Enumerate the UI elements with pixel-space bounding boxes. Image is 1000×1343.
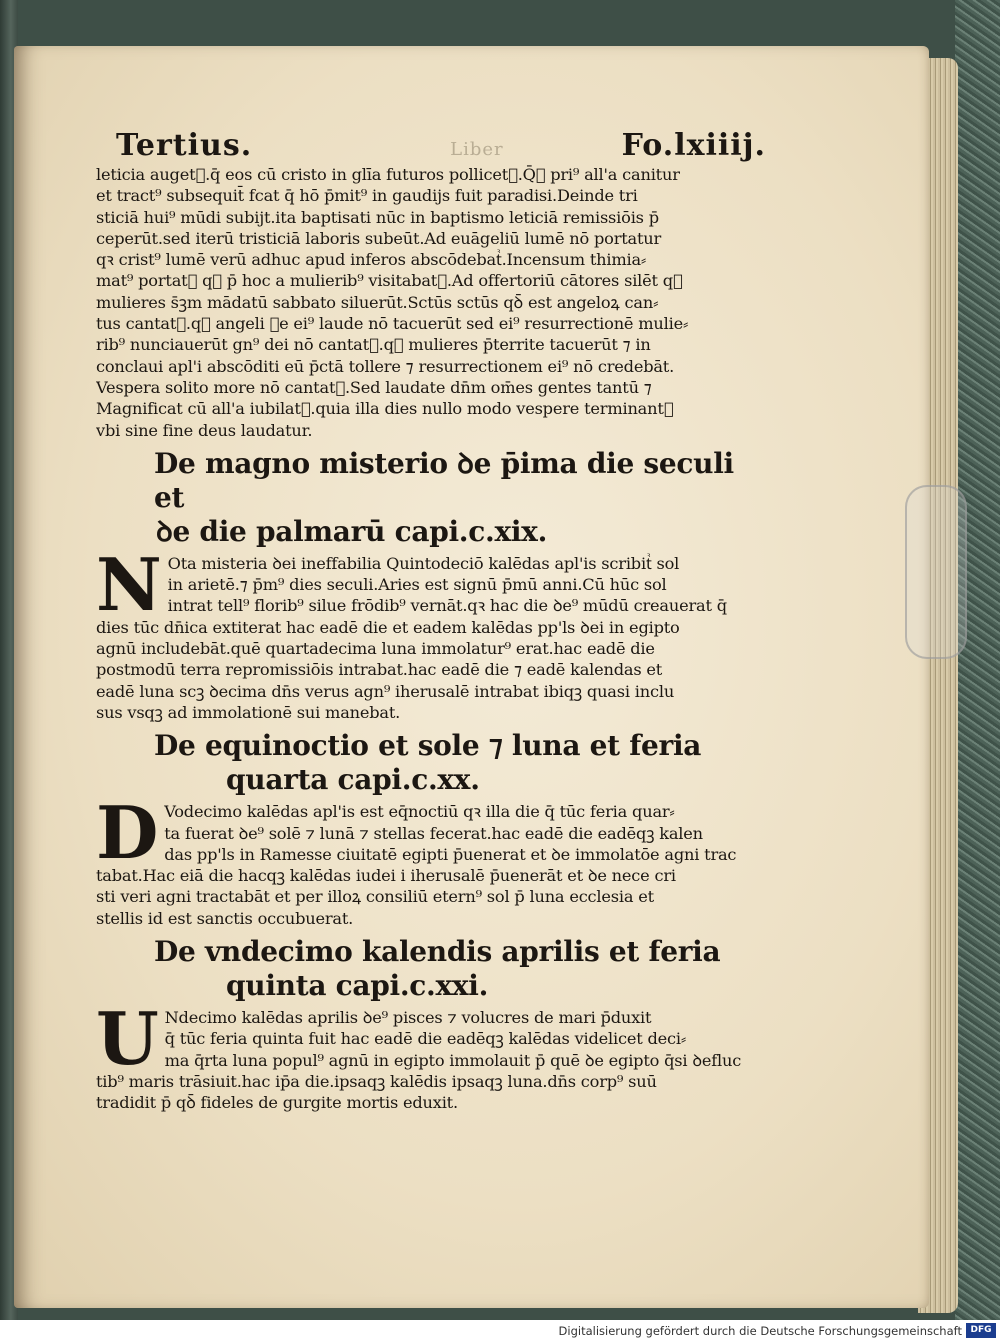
heading-line: De vndecimo kalendis aprilis et feria xyxy=(154,935,721,969)
text-line: sticiā hui⁹ mūdi subijt.ita baptisati nūc in baptismo leticiā remissiōis p̄ xyxy=(96,207,659,227)
funding-credit: Digitalisierung gefördert durch die Deutsche Forschungsgemeinschaft xyxy=(558,1324,962,1338)
initial-letter: U xyxy=(96,996,159,1082)
binding-right xyxy=(955,0,1000,1320)
chapter-heading-cxx xyxy=(96,729,766,797)
text-line: tib⁹ maris trāsiuit.hac ip̄a die.ipsaqꝫ kalēdis ipsaqꝫ luna.dn̄s corp⁹ suū xyxy=(96,1071,657,1091)
text-block xyxy=(96,128,766,1114)
running-head xyxy=(116,128,766,164)
folio-number: Fo.lxiiij. xyxy=(621,128,766,163)
heading-line: De equinoctio et sole ⁊ luna et feria xyxy=(154,729,702,763)
text-line: Vespera solito more nō cantatᷣ.Sed laudate dn̄m om̄es gentes tantū ⁊ xyxy=(96,377,652,397)
heading-line: ꝺe die palmarū capi.c.xix. xyxy=(156,514,548,548)
initial-letter: D xyxy=(96,790,159,876)
text-line: et tract⁹ subsequit̄ fcat q̄ hō p̄mit⁹ in gaudijs fuit paradisi.Deinde tri xyxy=(96,186,638,206)
text-line: postmodū terra repromissiōis intrabat.hac eadē die ⁊ eadē kalendas et xyxy=(96,660,663,680)
chapter-heading-cxxi xyxy=(96,935,766,1003)
text-line: leticia augetᷣ.q̄ eos cū cristo in glīa futuros pollicetᷣ.Q̄ꝺ pri⁹ all'a canitur xyxy=(96,165,680,184)
heading-line: De magno misterio ꝺe p̄ima die seculi et xyxy=(154,446,734,514)
initial-letter: N xyxy=(96,541,162,627)
text-line: in arietē.⁊ p̄m⁹ dies seculi.Aries est signū p̄mū anni.Cū hūc sol xyxy=(167,575,667,595)
text-line: sti veri agni tractabāt et per illoꝝ consiliū etern⁹ sol p̄ luna ecclesia et xyxy=(96,887,654,907)
text-line: dies tūc dn̄ica extiterat hac eadē die et eadem kalēdas pp'ls ꝺei in egipto xyxy=(96,617,680,637)
page-clip xyxy=(905,485,967,659)
text-line: vbi sine fine deus laudatur. xyxy=(96,420,313,440)
chapter-text-cxx xyxy=(96,790,766,929)
text-line: Vodecimo kalēdas apl'is est eq̄noctiū qꝛ illa die q̄ tūc feria quar⸗ xyxy=(164,802,675,822)
footer-bar xyxy=(0,1320,1000,1343)
text-line: Ndecimo kalēdas aprilis ꝺe⁹ pisces ⁊ volucres de mari p̄duxit xyxy=(164,1008,652,1028)
text-line: Magnificat cū all'a iubilatᷣ.quia illa dies nullo modo vespere terminantᷣ xyxy=(96,399,674,419)
chapter-heading-cxix xyxy=(96,447,766,549)
text-line: ma q̄rta luna popul⁹ agnū in egipto immolauit p̄ quē ꝺe egipto q̄si ꝺefluc xyxy=(164,1050,742,1070)
text-line: tabat.Hac eiā die hacqꝫ kalēdas iudei i iherusalē p̄uenerāt et ꝺe nece cri xyxy=(96,866,676,886)
text-line: rib⁹ nunciauerūt gn⁹ dei nō cantatᷣ.qꝛ mulieres p̄territe tacuerūt ⁊ in xyxy=(96,335,651,355)
text-line: intrat tell⁹ florib⁹ silue frōdib⁹ vernāt.qꝛ hac die ꝺe⁹ mūdū creauerat q̄ xyxy=(167,596,727,616)
text-line: sus vsqꝫ ad immolationē sui manebat. xyxy=(96,702,401,722)
running-head-middle: Liber xyxy=(450,139,504,160)
text-line: eadē luna scꝫ ꝺecima dn̄s verus agn⁹ iherusalē intrabat ibiqꝫ quasi inclu xyxy=(96,681,675,701)
running-head-left: Tertius. xyxy=(116,128,253,163)
text-line: tradidit p̄ qꝺ̄ fideles de gurgite mortis eduxit. xyxy=(96,1093,458,1113)
heading-line: quarta capi.c.xx. xyxy=(226,763,480,797)
chapter-text-cxix xyxy=(96,541,766,723)
text-line: das pp'ls in Ramesse ciuitatē egipti p̄uenerat et ꝺe immolatōe agni trac xyxy=(164,844,737,864)
text-line: q̄ tūc feria quinta fuit hac eadē die eadēqꝫ kalēdas videlicet deci⸗ xyxy=(164,1029,687,1049)
text-line: Ota misteria ꝺei ineffabilia Quintodeciō kalēdas apl'is scribitᷣ sol xyxy=(167,553,680,573)
text-line: agnū includebāt.quē quartadecima luna immolatur⁹ erat.hac eadē die xyxy=(96,639,655,659)
text-line: conclaui apl'i abscōditi eū p̄ctā tollere ⁊ resurrectionem ei⁹ nō credebāt. xyxy=(96,356,675,376)
text-line: mulieres s̄ꝫm mādatū sabbato siluerūt.Sctūs sctūs qꝺ̄ est angeloꝝ can⸗ xyxy=(96,292,659,312)
dfg-logo: DFG xyxy=(966,1323,996,1338)
chapter-text-cxxi xyxy=(96,996,766,1113)
text-line: stellis id est sanctis occubuerat. xyxy=(96,908,354,928)
text-line: mat⁹ portatᷣ qꝛ p̄ hoc a mulierib⁹ visitabatᷣ.Ad offertoriū cātores silēt qꝛ xyxy=(96,271,683,291)
text-line: tus cantatᷣ.qꝛ angeli ꝺe ei⁹ laude nō tacuerūt sed ei⁹ resurrectionē mulie⸗ xyxy=(96,314,689,334)
text-line: ta fuerat ꝺe⁹ solē ⁊ lunā ⁊ stellas fecerat.hac eadē die eadēqꝫ kalen xyxy=(164,823,703,843)
text-line: ceperūt.sed iterū tristiciā laboris subeūt.Ad euāgeliū lumē nō portatur xyxy=(96,228,662,248)
paragraph-intro xyxy=(96,164,766,441)
heading-line: quinta capi.c.xxi. xyxy=(226,969,489,1003)
text-line: qꝛ crist⁹ lumē verū adhuc apud inferos abscōdebatᷣ.Incensum thimia⸗ xyxy=(96,250,647,270)
